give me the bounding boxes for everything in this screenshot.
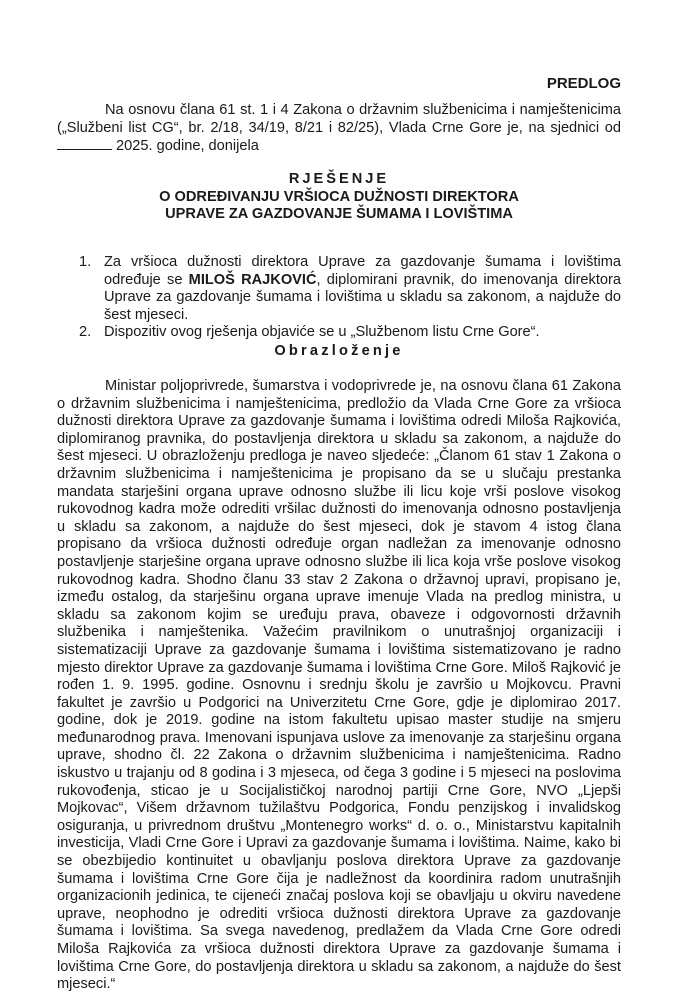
decision-title-block [57,171,621,224]
reasoning-title: Obrazloženje [274,343,404,359]
item-number: 2. [79,324,92,341]
appointee-name: MILOŠ RAJKOVIĆ [188,271,317,288]
decision-subtitle-line-2: UPRAVE ZA GAZDOVANJE ŠUMAMA I LOVIŠTIMA [165,206,513,223]
item-text-start: Za vršioca dužnosti direktora Uprave za gazdovanje šumama i lovištima određuje se [104,254,621,288]
decision-title: RJEŠENJE [288,171,390,187]
decision-items-list [57,254,621,342]
decision-item [57,324,621,342]
item-number: 1. [79,254,92,270]
decision-item [57,254,621,324]
reasoning-paragraph: Ministar poljoprivrede, šumarstva i vodoprivrede je, na osnovu člana 61 Zakona o državnim službenicima i namještenicima, predložio da Vlada Crne Gore za vršioca dužnosti direktora Uprave za gazdovanje šumama i lovištima odredi Miloša Rajkovića, diplomiranog pravnika, do postavljenja direktora u skladu sa zakonom, a najduže do šest mjeseci. U obrazloženju predloga je naveo sljedeće: „Članom 61 stav 1 Zakona o državnim službenicima i namještenicima je propisano da se u slučaju prestanka mandata starješini organa uprave odnosno službe ili licu koje vrši poslove visokog rukovodnog kadra može odrediti vršilac dužnosti do imenovanja odnosno postavljenja u skladu sa zakonom, a najduže do šest mjeseci, dok je stavom 4 istog člana propisano da vršioca dužnosti određuje organ nadležan za imenovanje odnosno postavljenje starješine organa uprave odnosno službe ili lica koja vrše poslove visokog rukovodnog kadra. Shodno članu 33 stav 2 Zakona o državnoj upravi, propisano je, između ostalog, da starješinu organa uprave imenuje Vlada na predlog ministra, u skladu sa zakonom kojim se uređuju prava, obaveze i odgovornosti državnih službenika i namještenika. Važećim pravilnikom o unutrašnjoj organizaciji i sistematizaciji Uprave za gazdovanje šumama i lovištima sistematizovano je radno mjesto direktor Uprave za gazdovanje šumama i lovištima Crne Gore. Miloš Rajković je rođen 1. 9. 1995. godine. Osnovnu i srednju školu je završio u Mojkovcu. Pravni fakultet je završio u Podgorici na Univerzitetu Crne Gore, gdje je diplomirao 2017. godine, dok je 2019. godine na istom fakultetu upisao master studije na smjeru međunarodnog prava. Imenovani ispunjava uslove za imenovanje za starješinu organa uprave, shodno čl. 22 Zakona o državnim službenicima i namještenicima. Radno iskustvo u trajanju od 8 godina i 3 mjeseca, od čega 3 godine i 5 mjeseci na poslovima rukovođenja, sticao je u Socijalističkoj narodnoj partiji Crne Gore, NVO „Ljepši Mojkovac“, Višem državnom tužilaštvu Podgorica, Fondu penzijskog i invalidskog osiguranja, u privrednom društvu „Montenegro works“ d. o. o., Ministarstvu kapitalnih investicija, Vladi Crne Gore i Upravi za gazdovanje šumama i lovištima. Naime, kako bi se obezbijedio kontinuitet u obavljanju poslova direktora Uprave za gazdovanje šumama i lovištima Crne Gore čija je nadležnost da koordinira radom unutrašnjih organizacionih jedinica, te cijeneći značaj poslova koji se obavljaju u okviru navedene uprave, neophodno je odrediti vršioca dužnosti direktora Uprave za gazdovanje šumama i lovištima. Sa svega navedenog, predlažem da Vlada Crne Gore odredi Miloša Rajkovića za vršioca dužnosti direktora Uprave za gazdovanje šumama i lovištima Crne Gore, do postavljenja direktora u skladu sa zakonom, a najduže do šest mjeseci.“ [57,378,621,993]
item-text: Dispozitiv ovog rješenja objaviće se u „Službenom listu Crne Gore“. [104,324,540,341]
preamble-text-end: 2025. godine, donijela [112,138,259,155]
item-text-end: , diplomirani pravnik, do imenovanja direktora Uprave za gazdovanje šumama i lovištima u skladu sa zakonom, a najduže do šest mjeseci. [104,271,621,323]
preamble-text-start: Na osnovu člana 61 st. 1 i 4 Zakona o državnim službenicima i namještenicima („Službeni list CG“, br. 2/18, 34/19, 8/21 i 82/25), Vlada Crne Gore je, na sjednici od [57,102,621,136]
decision-subtitle-line-1: O ODREĐIVANJU VRŠIOCA DUŽNOSTI DIREKTORA [159,188,519,205]
preamble-paragraph [57,102,621,156]
document-status-label: PREDLOG [546,75,621,92]
session-date-blank [57,137,112,150]
